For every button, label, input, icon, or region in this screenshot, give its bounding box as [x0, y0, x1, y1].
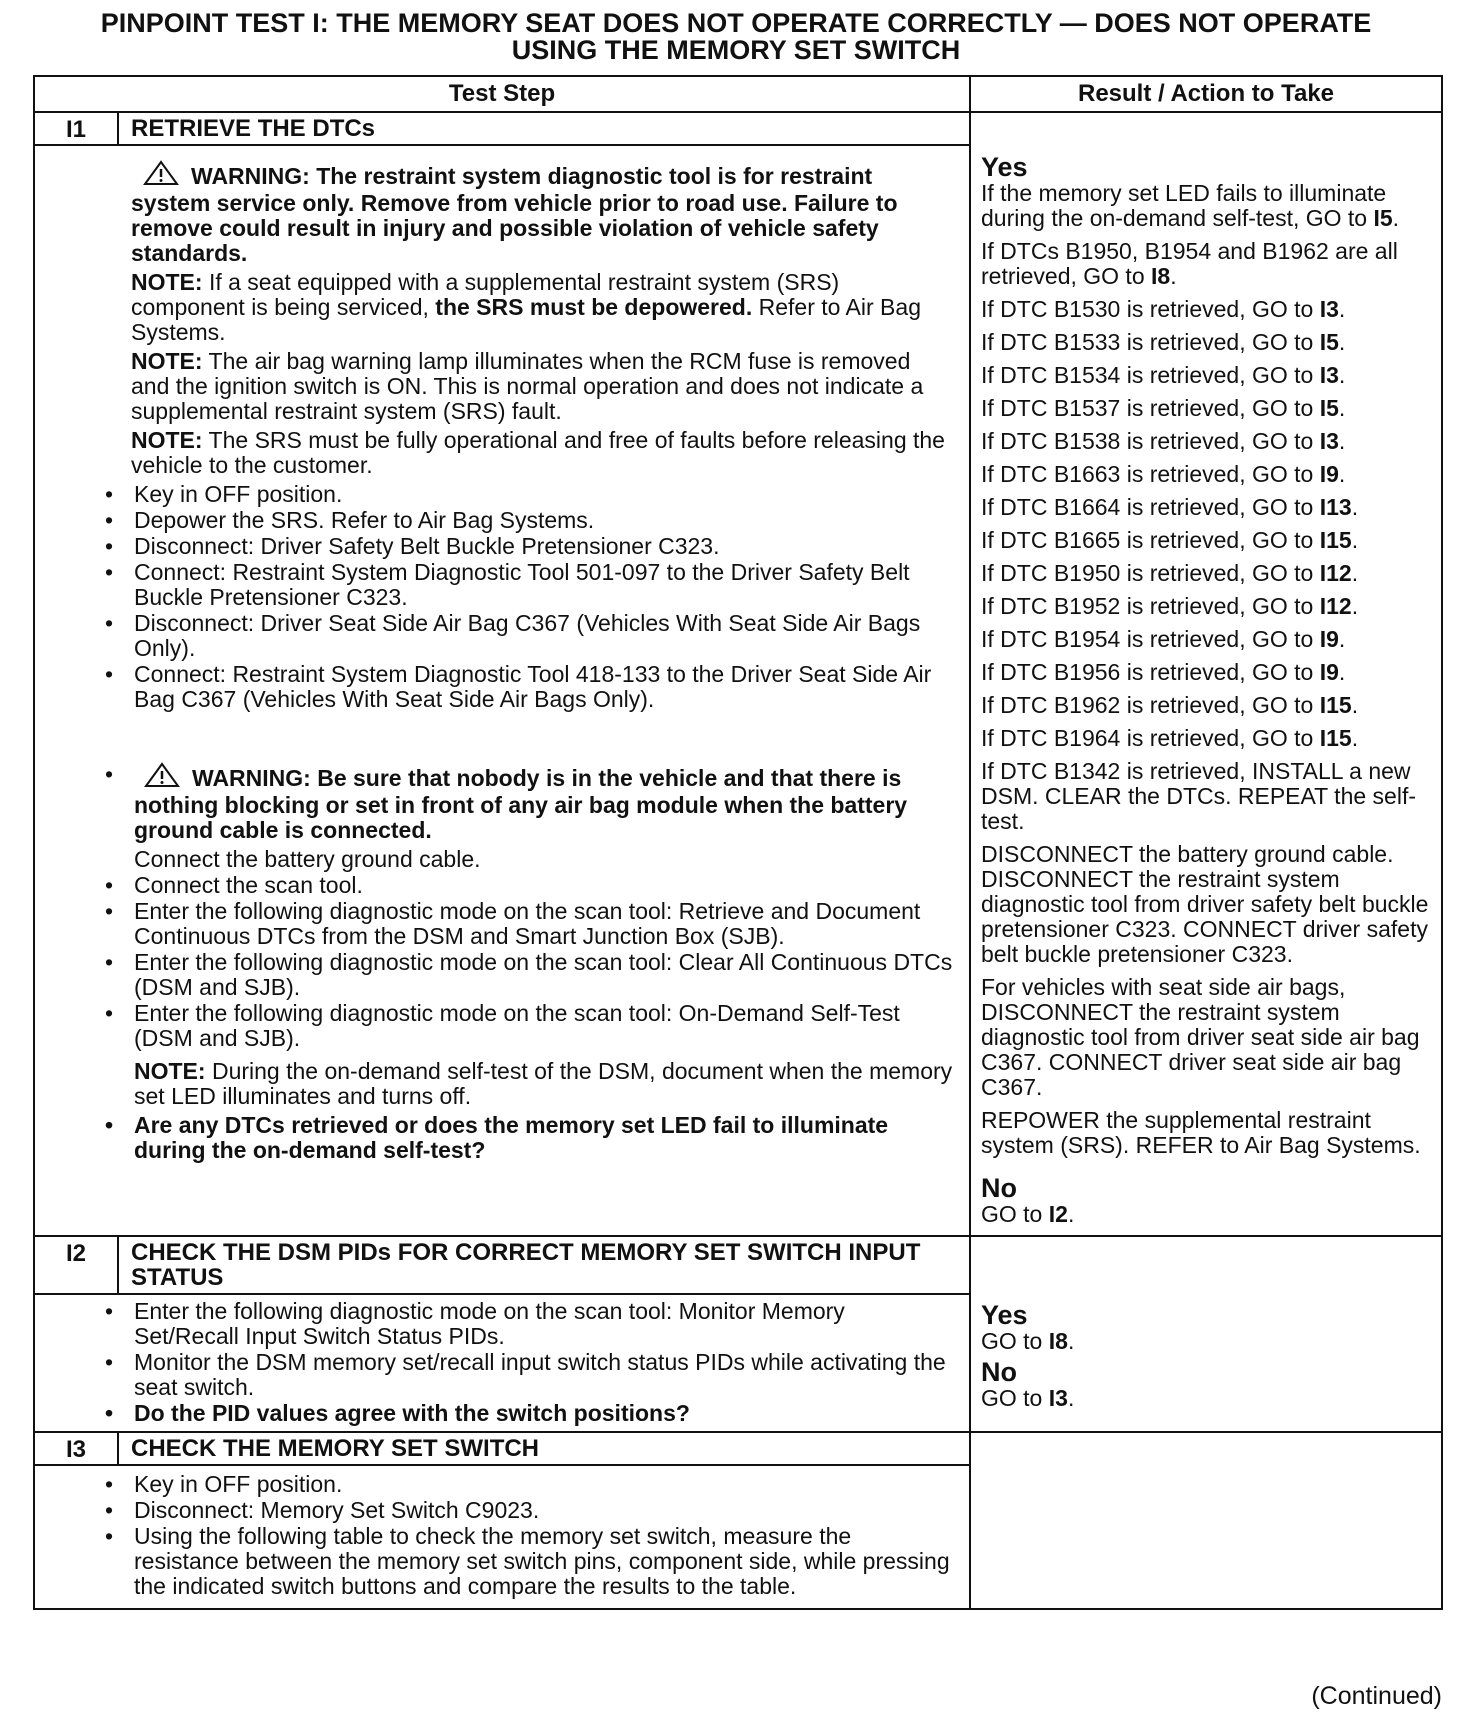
- table-header-row: [34, 76, 1442, 112]
- warning-text-1: WARNING: The restraint system diagnostic tool is for restraint system service only. Remove from vehicle prior to road use. Failure to remove could result in injury and possible violation of vehicle safety standards.: [131, 163, 898, 266]
- list-item: • Using the following table to check the memory set switch, measure the resistance between the memory set switch pins, component side, while pressing the indicated switch buttons and compare the results to the table.: [104, 1523, 950, 1599]
- note-tail: Refer to Air Bag Systems.: [131, 294, 921, 345]
- list-item: • Connect the scan tool.: [104, 872, 363, 898]
- step-body-i2: [35, 1295, 969, 1431]
- result-cell-i3: [970, 1432, 1442, 1609]
- note-4: [134, 1059, 955, 1109]
- warning-triangle-icon: [144, 762, 180, 793]
- result-line-side-bags: For vehicles with seat side air bags, DISCONNECT the restraint system diagnostic tool from driver seat side air bag C367. CONNECT driver seat side air bag C367.: [981, 974, 1420, 1100]
- step-title: CHECK THE MEMORY SET SWITCH: [131, 1435, 540, 1462]
- result-line-no: GO to I3.: [981, 1385, 1075, 1411]
- result-line: If DTC B1665 is retrieved, GO to I15.: [981, 527, 1359, 553]
- result-line: If DTC B1954 is retrieved, GO to I9.: [981, 626, 1346, 652]
- list-item: • Disconnect: Driver Safety Belt Buckle Pretensioner C323.: [104, 533, 720, 559]
- list-item: • Key in OFF position.: [104, 1471, 343, 1497]
- note-text: If a seat equipped with a supplemental restraint system (SRS) component is being serviced,: [131, 269, 840, 320]
- warning-text-2: WARNING: Be sure that nobody is in the vehicle and that there is nothing blocking or set in front of any air bag module when the battery ground cable is connected.: [134, 765, 908, 843]
- result-line: If DTC B1663 is retrieved, GO to I9.: [981, 461, 1346, 487]
- list-item: • Depower the SRS. Refer to Air Bag Systems.: [104, 507, 595, 533]
- pinpoint-test-table: [33, 75, 1443, 1610]
- list-item-question: • Do the PID values agree with the switch positions?: [104, 1400, 690, 1426]
- page-title-line-1: PINPOINT TEST I: THE MEMORY SEAT DOES NOT OPERATE CORRECTLY — DOES NOT OPERATE: [100, 8, 1372, 38]
- step-cell-i1: [34, 112, 970, 1236]
- note-label: NOTE:: [131, 269, 203, 295]
- continued-label: (Continued): [1311, 1682, 1442, 1710]
- result-line-yes: GO to I8.: [981, 1328, 1075, 1354]
- result-block-i1: [971, 113, 1441, 1235]
- result-line: If DTC B1530 is retrieved, GO to I3.: [981, 296, 1346, 322]
- result-line: If DTC B1964 is retrieved, GO to I15.: [981, 725, 1359, 751]
- page-title: [40, 10, 1432, 64]
- page-title-line-2: USING THE MEMORY SET SWITCH: [511, 35, 961, 65]
- result-line: If DTC B1664 is retrieved, GO to I13.: [981, 494, 1359, 520]
- result-line: If DTC B1962 is retrieved, GO to I15.: [981, 692, 1359, 718]
- step-title: RETRIEVE THE DTCs: [131, 115, 376, 142]
- note-text: The air bag warning lamp illuminates when the RCM fuse is removed and the ignition switch is ON. This is normal operation and does not indicate a supplemental restraint system (SRS) fault.: [131, 348, 924, 424]
- list-item: • Disconnect: Memory Set Switch C9023.: [104, 1497, 540, 1523]
- list-item-question: • Are any DTCs retrieved or does the memory set LED fail to illuminate during the on-demand self-test?: [104, 1112, 889, 1163]
- result-line-b1342: If DTC B1342 is retrieved, INSTALL a new DSM. CLEAR the DTCs. REPEAT the self-test.: [981, 758, 1416, 834]
- result-line: If DTC B1952 is retrieved, GO to I12.: [981, 593, 1359, 619]
- list-item: • Connect: Restraint System Diagnostic Tool 501-097 to the Driver Safety Belt Buckle Pretensioner C323.: [104, 559, 910, 610]
- result-line: If DTC B1538 is retrieved, GO to I3.: [981, 428, 1346, 454]
- step-head-i1: [35, 113, 969, 146]
- step-row-i2: [34, 1236, 1442, 1432]
- result-line: If DTC B1950 is retrieved, GO to I12.: [981, 560, 1359, 586]
- list-item-warning: • WARNING: Be sure that nobody is in the vehicle and that there is nothing blocking or set in front of any air bag module when the battery ground cable is connected. Connect the battery ground cable.: [97, 762, 955, 872]
- note-text: The SRS must be fully operational and free of faults before releasing the vehicle to the customer.: [131, 427, 945, 478]
- result-line: If the memory set LED fails to illuminate during the on-demand self-test, GO to I5.: [981, 180, 1400, 231]
- note-emphasis: the SRS must be depowered.: [435, 294, 753, 320]
- step-row-i3: [34, 1432, 1442, 1609]
- list-item: • Enter the following diagnostic mode on the scan tool: Retrieve and Document Continuous DTCs from the DSM and Smart Junction Box (SJB).: [104, 898, 921, 949]
- step-head-i2: [35, 1237, 969, 1295]
- note-3: [131, 428, 955, 478]
- yes-label: Yes: [981, 1300, 1028, 1330]
- result-line: If DTC B1956 is retrieved, GO to I9.: [981, 659, 1346, 685]
- result-cell-i1: [970, 112, 1442, 1236]
- result-line-disconnect: DISCONNECT the battery ground cable. DISCONNECT the restraint system diagnostic tool from driver safety belt buckle pretensioner C323. CONNECT driver safety belt buckle pretensioner C323.: [981, 841, 1429, 967]
- no-label: No: [981, 1173, 1017, 1203]
- step-id: I1: [35, 113, 119, 144]
- step-title: CHECK THE DSM PIDs FOR CORRECT MEMORY SET SWITCH INPUT STATUS: [131, 1239, 921, 1291]
- note-label: NOTE:: [131, 348, 203, 374]
- result-block-i2: [971, 1237, 1441, 1419]
- list-item: • Connect: Restraint System Diagnostic Tool 418-133 to the Driver Seat Side Air Bag C367 (Vehicles With Seat Side Air Bags Only).: [104, 661, 932, 712]
- list-item: • Monitor the DSM memory set/recall input switch status PIDs while activating the seat switch.: [104, 1349, 946, 1400]
- step-body-i3: [35, 1466, 969, 1608]
- note-1: [131, 270, 955, 345]
- step-id: I2: [35, 1237, 119, 1293]
- note-text: During the on-demand self-test of the DSM, document when the memory set LED illuminates and turns off.: [134, 1058, 953, 1109]
- list-item: • Enter the following diagnostic mode on the scan tool: On-Demand Self-Test (DSM and SJB). NOTE: During the on-demand self-test of the DSM, document when the memory set LED illuminates and turns off.: [97, 1001, 955, 1109]
- result-cell-i2: [970, 1236, 1442, 1432]
- header-result-action: Result / Action to Take: [970, 76, 1442, 112]
- yes-label: Yes: [981, 152, 1028, 182]
- result-line: If DTC B1537 is retrieved, GO to I5.: [981, 395, 1346, 421]
- step-row-i1: [34, 112, 1442, 1236]
- warning-followup: Connect the battery ground cable.: [134, 846, 481, 872]
- result-line: If DTC B1533 is retrieved, GO to I5.: [981, 329, 1346, 355]
- bullet-list-b: [97, 762, 955, 1163]
- result-line: If DTC B1534 is retrieved, GO to I3.: [981, 362, 1346, 388]
- result-line-repower: REPOWER the supplemental restraint system (SRS). REFER to Air Bag Systems.: [981, 1107, 1421, 1158]
- result-line: If DTCs B1950, B1954 and B1962 are all retrieved, GO to I8.: [981, 238, 1398, 289]
- bullet-list: [97, 1472, 955, 1599]
- step-cell-i3: [34, 1432, 970, 1609]
- note-label: NOTE:: [134, 1058, 206, 1084]
- bullet-list: [97, 1299, 955, 1426]
- list-item: • Enter the following diagnostic mode on the scan tool: Clear All Continuous DTCs (DSM and SJB).: [104, 949, 953, 1000]
- warning-block-1: [131, 160, 955, 266]
- result-line-no: GO to I2.: [981, 1201, 1075, 1227]
- list-item: • Key in OFF position.: [104, 481, 343, 507]
- no-label: No: [981, 1357, 1017, 1387]
- step-id: I3: [35, 1433, 119, 1464]
- step-cell-i2: [34, 1236, 970, 1432]
- note-label: NOTE:: [131, 427, 203, 453]
- list-item: • Disconnect: Driver Seat Side Air Bag C367 (Vehicles With Seat Side Air Bags Only).: [104, 610, 921, 661]
- bullet-list-a: [97, 482, 955, 712]
- warning-triangle-icon: [143, 160, 179, 191]
- step-head-i3: [35, 1433, 969, 1466]
- note-2: [131, 349, 955, 424]
- header-test-step: Test Step: [34, 76, 970, 112]
- step-body-i1: [35, 146, 969, 1174]
- list-item: • Enter the following diagnostic mode on the scan tool: Monitor Memory Set/Recall Input Switch Status PIDs.: [104, 1298, 845, 1349]
